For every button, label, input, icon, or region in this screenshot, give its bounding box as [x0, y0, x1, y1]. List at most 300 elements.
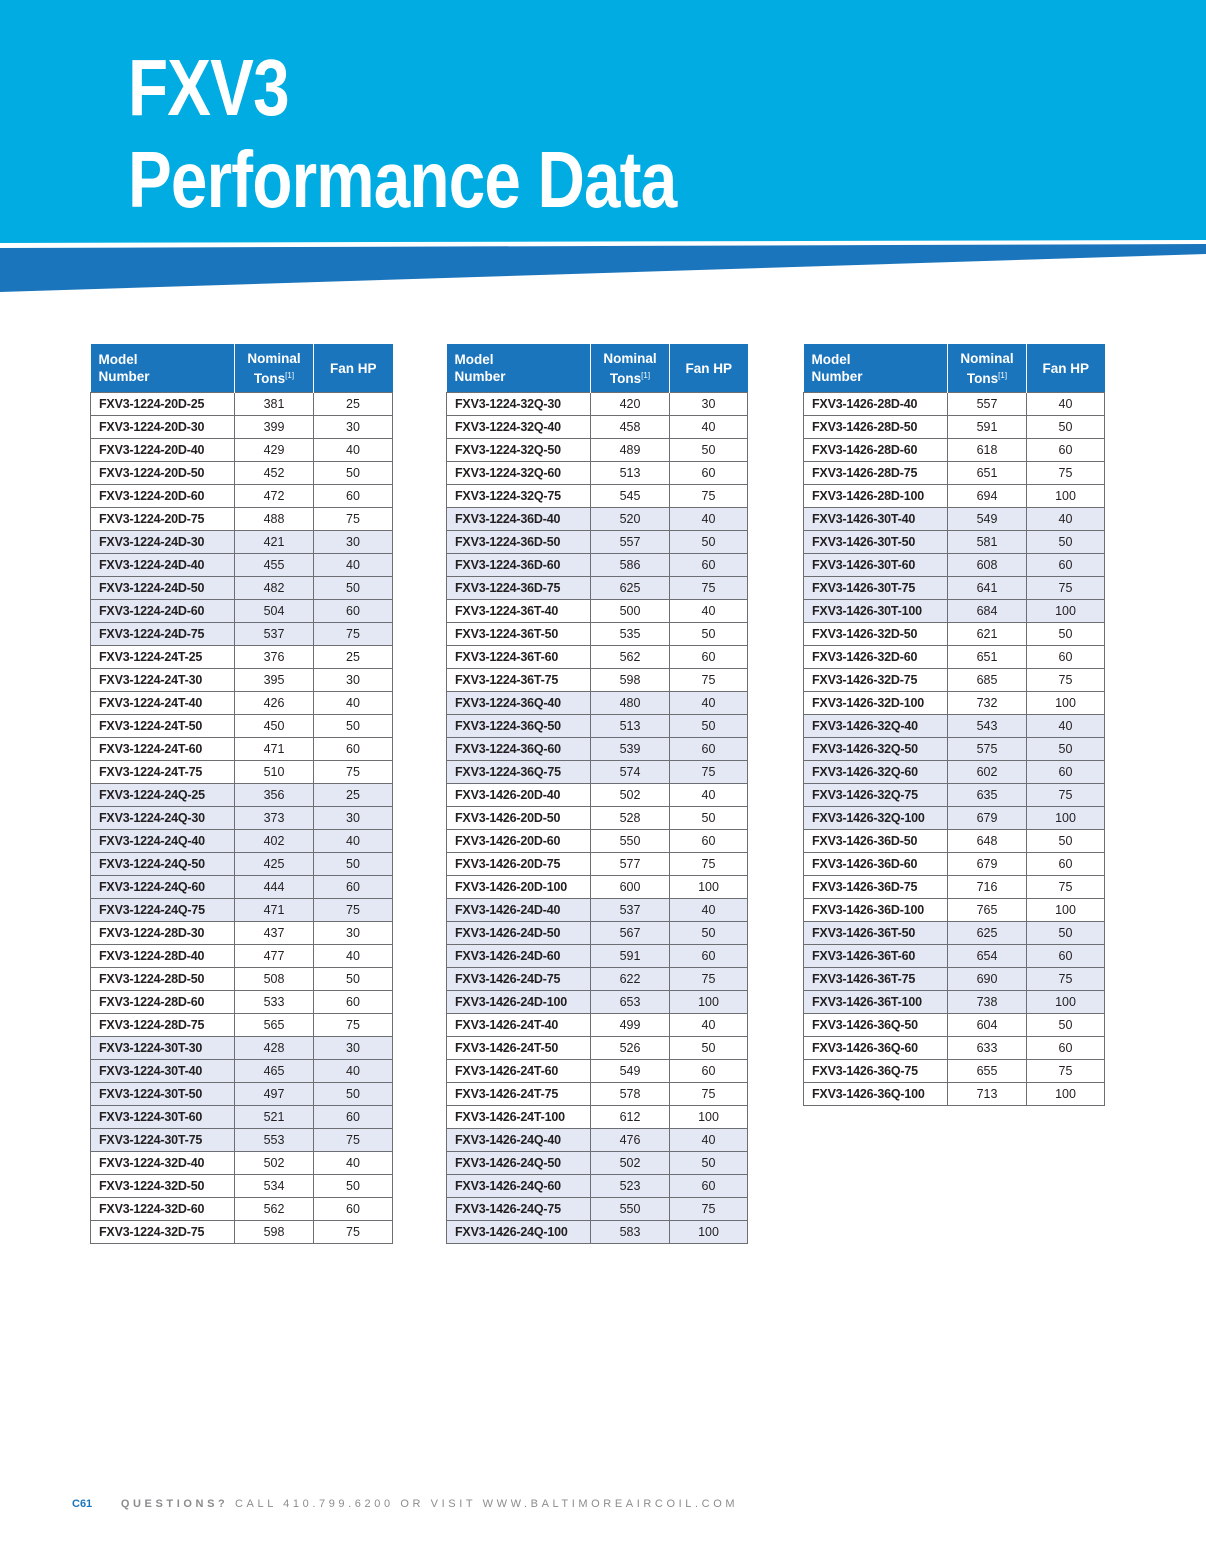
model-cell: FXV3-1224-32Q-40 [447, 416, 591, 439]
nominal-tons-cell: 578 [591, 1083, 670, 1106]
table-row [91, 807, 393, 830]
fan-hp-cell: 50 [1027, 531, 1105, 554]
table-row [804, 830, 1105, 853]
table-row [804, 1037, 1105, 1060]
table-row [91, 692, 393, 715]
table-row [447, 692, 748, 715]
nominal-tons-cell: 534 [235, 1175, 314, 1198]
fan-hp-cell: 60 [314, 600, 393, 623]
fan-hp-cell: 100 [1027, 692, 1105, 715]
model-cell: FXV3-1224-36Q-60 [447, 738, 591, 761]
model-cell: FXV3-1224-20D-75 [91, 508, 235, 531]
table-row [91, 554, 393, 577]
title-line-1: FXV3 [128, 43, 289, 132]
model-cell: FXV3-1426-30T-40 [804, 508, 948, 531]
nominal-tons-cell: 562 [235, 1198, 314, 1221]
nominal-tons-cell: 641 [948, 577, 1027, 600]
model-cell: FXV3-1426-32Q-60 [804, 761, 948, 784]
model-cell: FXV3-1224-30T-40 [91, 1060, 235, 1083]
model-cell: FXV3-1426-32Q-100 [804, 807, 948, 830]
nominal-tons-cell: 738 [948, 991, 1027, 1014]
table-row [804, 1014, 1105, 1037]
model-cell: FXV3-1224-24T-60 [91, 738, 235, 761]
fan-hp-cell: 75 [314, 508, 393, 531]
table-row [91, 646, 393, 669]
table-row [91, 1060, 393, 1083]
nominal-tons-cell: 452 [235, 462, 314, 485]
nominal-tons-cell: 618 [948, 439, 1027, 462]
fan-hp-cell: 60 [670, 462, 748, 485]
nominal-tons-cell: 654 [948, 945, 1027, 968]
model-cell: FXV3-1224-24D-30 [91, 531, 235, 554]
table-row [91, 853, 393, 876]
model-cell: FXV3-1224-24Q-75 [91, 899, 235, 922]
table-row [91, 1106, 393, 1129]
nominal-tons-cell: 465 [235, 1060, 314, 1083]
fan-hp-cell: 75 [670, 577, 748, 600]
nominal-tons-cell: 655 [948, 1060, 1027, 1083]
model-cell: FXV3-1224-20D-30 [91, 416, 235, 439]
table-row [447, 784, 748, 807]
nominal-tons-cell: 502 [591, 784, 670, 807]
table-row [804, 922, 1105, 945]
model-cell: FXV3-1426-30T-60 [804, 554, 948, 577]
nominal-tons-cell: 621 [948, 623, 1027, 646]
table-row [91, 899, 393, 922]
fan-hp-cell: 40 [670, 692, 748, 715]
table-header-row [804, 344, 1105, 393]
nominal-tons-cell: 684 [948, 600, 1027, 623]
table-row [804, 393, 1105, 416]
fan-hp-cell: 40 [1027, 393, 1105, 416]
nominal-tons-cell: 477 [235, 945, 314, 968]
nominal-tons-cell: 420 [591, 393, 670, 416]
model-cell: FXV3-1426-28D-75 [804, 462, 948, 485]
model-cell: FXV3-1426-36D-50 [804, 830, 948, 853]
nominal-tons-cell: 513 [591, 715, 670, 738]
model-cell: FXV3-1426-36D-60 [804, 853, 948, 876]
nominal-tons-cell: 502 [591, 1152, 670, 1175]
fan-hp-cell: 30 [314, 669, 393, 692]
fan-hp-cell: 40 [314, 439, 393, 462]
table-row [804, 1083, 1105, 1106]
fan-hp-cell: 75 [670, 1083, 748, 1106]
nominal-tons-cell: 635 [948, 784, 1027, 807]
nominal-tons-cell: 472 [235, 485, 314, 508]
model-cell: FXV3-1224-24D-50 [91, 577, 235, 600]
nominal-tons-cell: 586 [591, 554, 670, 577]
model-cell: FXV3-1224-32D-60 [91, 1198, 235, 1221]
table-row [804, 439, 1105, 462]
fan-hp-cell: 60 [314, 991, 393, 1014]
nominal-tons-cell: 521 [235, 1106, 314, 1129]
fan-hp-cell: 50 [670, 531, 748, 554]
model-cell: FXV3-1426-36T-50 [804, 922, 948, 945]
fan-hp-cell: 40 [314, 1060, 393, 1083]
model-cell: FXV3-1224-32Q-50 [447, 439, 591, 462]
table-row [804, 853, 1105, 876]
model-cell: FXV3-1224-32Q-60 [447, 462, 591, 485]
table-row [804, 623, 1105, 646]
table-row [804, 577, 1105, 600]
nominal-tons-cell: 574 [591, 761, 670, 784]
nominal-tons-cell: 520 [591, 508, 670, 531]
table-row [447, 1175, 748, 1198]
model-cell: FXV3-1224-30T-50 [91, 1083, 235, 1106]
table-row [447, 1014, 748, 1037]
fan-hp-cell: 50 [314, 968, 393, 991]
footer-contact: CALL 410.799.6200 OR VISIT WWW.BALTIMOREAIRCOIL.COM [235, 1498, 739, 1510]
fan-hp-cell: 100 [670, 1106, 748, 1129]
model-cell: FXV3-1426-36Q-100 [804, 1083, 948, 1106]
table-row [91, 761, 393, 784]
model-cell: FXV3-1426-28D-50 [804, 416, 948, 439]
table-row [91, 830, 393, 853]
fan-hp-cell: 100 [670, 1221, 748, 1244]
fan-hp-cell: 100 [1027, 899, 1105, 922]
nominal-tons-cell: 428 [235, 1037, 314, 1060]
nominal-tons-cell: 513 [591, 462, 670, 485]
fan-hp-cell: 60 [314, 1106, 393, 1129]
nominal-tons-cell: 437 [235, 922, 314, 945]
model-cell: FXV3-1224-20D-40 [91, 439, 235, 462]
model-cell: FXV3-1224-24D-75 [91, 623, 235, 646]
nominal-tons-cell: 565 [235, 1014, 314, 1037]
nominal-tons-cell: 444 [235, 876, 314, 899]
model-cell: FXV3-1224-24T-75 [91, 761, 235, 784]
model-cell: FXV3-1224-30T-60 [91, 1106, 235, 1129]
nominal-tons-cell: 653 [591, 991, 670, 1014]
fan-hp-cell: 50 [670, 623, 748, 646]
table-row [804, 738, 1105, 761]
performance-table-2 [446, 344, 748, 1244]
nominal-tons-cell: 581 [948, 531, 1027, 554]
fan-hp-cell: 40 [1027, 715, 1105, 738]
table-row [91, 600, 393, 623]
fan-hp-cell: 75 [1027, 968, 1105, 991]
nominal-tons-cell: 537 [235, 623, 314, 646]
nominal-tons-cell: 550 [591, 1198, 670, 1221]
model-cell: FXV3-1224-36D-40 [447, 508, 591, 531]
model-cell: FXV3-1224-32D-75 [91, 1221, 235, 1244]
nominal-tons-cell: 499 [591, 1014, 670, 1037]
nominal-tons-cell: 471 [235, 899, 314, 922]
table-row [804, 991, 1105, 1014]
table-row [91, 715, 393, 738]
nominal-tons-cell: 508 [235, 968, 314, 991]
model-cell: FXV3-1426-24Q-100 [447, 1221, 591, 1244]
model-cell: FXV3-1224-36Q-40 [447, 692, 591, 715]
nominal-tons-cell: 500 [591, 600, 670, 623]
nominal-tons-cell: 429 [235, 439, 314, 462]
model-cell: FXV3-1426-36Q-60 [804, 1037, 948, 1060]
model-cell: FXV3-1426-32D-75 [804, 669, 948, 692]
fan-hp-cell: 75 [670, 853, 748, 876]
nominal-tons-cell: 471 [235, 738, 314, 761]
fan-hp-cell: 50 [1027, 623, 1105, 646]
nominal-tons-cell: 421 [235, 531, 314, 554]
table-row [447, 830, 748, 853]
fan-hp-cell: 75 [314, 1129, 393, 1152]
table-row [91, 1083, 393, 1106]
model-cell: FXV3-1224-30T-75 [91, 1129, 235, 1152]
fan-hp-cell: 50 [670, 1152, 748, 1175]
nominal-tons-cell: 539 [591, 738, 670, 761]
fan-hp-cell: 60 [1027, 646, 1105, 669]
model-cell: FXV3-1426-20D-40 [447, 784, 591, 807]
model-cell: FXV3-1426-24D-100 [447, 991, 591, 1014]
table-row [447, 439, 748, 462]
fan-hp-cell: 75 [314, 623, 393, 646]
table-row [447, 899, 748, 922]
nominal-tons-cell: 497 [235, 1083, 314, 1106]
nominal-tons-cell: 502 [235, 1152, 314, 1175]
model-cell: FXV3-1426-24Q-75 [447, 1198, 591, 1221]
nominal-tons-cell: 533 [235, 991, 314, 1014]
model-cell: FXV3-1224-36D-60 [447, 554, 591, 577]
nominal-tons-cell: 480 [591, 692, 670, 715]
nominal-tons-cell: 604 [948, 1014, 1027, 1037]
column-header-nominal-tons: Nominal Tons[1] [235, 344, 314, 393]
model-cell: FXV3-1426-36D-100 [804, 899, 948, 922]
fan-hp-cell: 75 [1027, 577, 1105, 600]
model-cell: FXV3-1426-24T-50 [447, 1037, 591, 1060]
model-cell: FXV3-1224-36Q-50 [447, 715, 591, 738]
model-cell: FXV3-1224-32Q-30 [447, 393, 591, 416]
nominal-tons-cell: 537 [591, 899, 670, 922]
nominal-tons-cell: 526 [591, 1037, 670, 1060]
model-cell: FXV3-1426-32Q-75 [804, 784, 948, 807]
banner-swoosh [0, 244, 1206, 292]
model-cell: FXV3-1426-24T-40 [447, 1014, 591, 1037]
fan-hp-cell: 75 [1027, 876, 1105, 899]
nominal-tons-cell: 549 [948, 508, 1027, 531]
model-cell: FXV3-1224-28D-60 [91, 991, 235, 1014]
nominal-tons-cell: 528 [591, 807, 670, 830]
fan-hp-cell: 100 [1027, 1083, 1105, 1106]
fan-hp-cell: 25 [314, 784, 393, 807]
fan-hp-cell: 75 [314, 1221, 393, 1244]
fan-hp-cell: 60 [1027, 439, 1105, 462]
model-cell: FXV3-1224-24T-25 [91, 646, 235, 669]
table-row [447, 853, 748, 876]
model-cell: FXV3-1224-28D-30 [91, 922, 235, 945]
fan-hp-cell: 60 [670, 738, 748, 761]
table-row [804, 899, 1105, 922]
fan-hp-cell: 60 [314, 1198, 393, 1221]
nominal-tons-cell: 648 [948, 830, 1027, 853]
nominal-tons-cell: 510 [235, 761, 314, 784]
table-row [447, 646, 748, 669]
fan-hp-cell: 30 [314, 416, 393, 439]
fan-hp-cell: 50 [1027, 416, 1105, 439]
fan-hp-cell: 50 [314, 853, 393, 876]
table-row [91, 784, 393, 807]
fan-hp-cell: 75 [1027, 669, 1105, 692]
table-row [447, 715, 748, 738]
model-cell: FXV3-1224-36T-75 [447, 669, 591, 692]
fan-hp-cell: 60 [670, 945, 748, 968]
model-cell: FXV3-1224-28D-50 [91, 968, 235, 991]
model-cell: FXV3-1224-32D-50 [91, 1175, 235, 1198]
table-row [447, 876, 748, 899]
fan-hp-cell: 25 [314, 646, 393, 669]
table-row [804, 876, 1105, 899]
fan-hp-cell: 30 [314, 807, 393, 830]
table-row [447, 1198, 748, 1221]
model-cell: FXV3-1224-36T-40 [447, 600, 591, 623]
nominal-tons-cell: 545 [591, 485, 670, 508]
fan-hp-cell: 50 [314, 715, 393, 738]
nominal-tons-cell: 633 [948, 1037, 1027, 1060]
model-cell: FXV3-1426-24T-60 [447, 1060, 591, 1083]
fan-hp-cell: 50 [314, 1083, 393, 1106]
table-row [91, 945, 393, 968]
table-row [91, 991, 393, 1014]
table-row [91, 1198, 393, 1221]
fan-hp-cell: 40 [670, 416, 748, 439]
model-cell: FXV3-1426-20D-50 [447, 807, 591, 830]
nominal-tons-cell: 713 [948, 1083, 1027, 1106]
column-header-fan-hp: Fan HP [1027, 344, 1105, 393]
performance-table-3 [803, 344, 1105, 1106]
fan-hp-cell: 100 [1027, 485, 1105, 508]
model-cell: FXV3-1426-20D-60 [447, 830, 591, 853]
table-row [91, 1152, 393, 1175]
nominal-tons-cell: 425 [235, 853, 314, 876]
fan-hp-cell: 60 [314, 876, 393, 899]
table-row [447, 761, 748, 784]
table-row [447, 945, 748, 968]
nominal-tons-cell: 679 [948, 853, 1027, 876]
fan-hp-cell: 100 [1027, 600, 1105, 623]
nominal-tons-cell: 622 [591, 968, 670, 991]
table-header-row [447, 344, 748, 393]
nominal-tons-cell: 591 [948, 416, 1027, 439]
model-cell: FXV3-1426-32D-100 [804, 692, 948, 715]
nominal-tons-cell: 557 [948, 393, 1027, 416]
column-header-model: Model Number [447, 344, 591, 393]
nominal-tons-cell: 765 [948, 899, 1027, 922]
model-cell: FXV3-1224-24Q-50 [91, 853, 235, 876]
table-row [804, 416, 1105, 439]
nominal-tons-cell: 557 [591, 531, 670, 554]
nominal-tons-cell: 567 [591, 922, 670, 945]
model-cell: FXV3-1426-24D-40 [447, 899, 591, 922]
model-cell: FXV3-1224-24T-50 [91, 715, 235, 738]
fan-hp-cell: 30 [314, 531, 393, 554]
nominal-tons-cell: 395 [235, 669, 314, 692]
model-cell: FXV3-1224-24T-30 [91, 669, 235, 692]
table-row [804, 784, 1105, 807]
table-row [447, 1083, 748, 1106]
table-row [91, 439, 393, 462]
table-row [91, 1014, 393, 1037]
fan-hp-cell: 50 [670, 922, 748, 945]
table-row [804, 669, 1105, 692]
model-cell: FXV3-1426-24Q-50 [447, 1152, 591, 1175]
nominal-tons-cell: 600 [591, 876, 670, 899]
page-title [128, 42, 676, 226]
fan-hp-cell: 75 [1027, 1060, 1105, 1083]
table-row [804, 1060, 1105, 1083]
table-row [447, 968, 748, 991]
model-cell: FXV3-1224-24Q-60 [91, 876, 235, 899]
nominal-tons-cell: 583 [591, 1221, 670, 1244]
model-cell: FXV3-1426-32D-50 [804, 623, 948, 646]
fan-hp-cell: 50 [670, 439, 748, 462]
nominal-tons-cell: 690 [948, 968, 1027, 991]
fan-hp-cell: 60 [670, 554, 748, 577]
table-row [804, 692, 1105, 715]
table-row [447, 577, 748, 600]
footer [72, 1498, 738, 1510]
model-cell: FXV3-1224-28D-75 [91, 1014, 235, 1037]
fan-hp-cell: 50 [1027, 738, 1105, 761]
table-row [804, 485, 1105, 508]
table-row [91, 485, 393, 508]
fan-hp-cell: 60 [1027, 554, 1105, 577]
table-row [91, 1221, 393, 1244]
table-row [91, 669, 393, 692]
table-row [91, 738, 393, 761]
model-cell: FXV3-1224-36D-75 [447, 577, 591, 600]
table-row [91, 416, 393, 439]
table-row [91, 462, 393, 485]
performance-table-1 [90, 344, 393, 1244]
fan-hp-cell: 40 [314, 830, 393, 853]
table-row [447, 1152, 748, 1175]
table-row [804, 807, 1105, 830]
model-cell: FXV3-1224-24Q-25 [91, 784, 235, 807]
nominal-tons-cell: 608 [948, 554, 1027, 577]
model-cell: FXV3-1426-28D-100 [804, 485, 948, 508]
column-header-nominal-tons: Nominal Tons[1] [948, 344, 1027, 393]
model-cell: FXV3-1426-20D-100 [447, 876, 591, 899]
model-cell: FXV3-1224-20D-60 [91, 485, 235, 508]
table-row [91, 1129, 393, 1152]
fan-hp-cell: 60 [314, 485, 393, 508]
nominal-tons-cell: 549 [591, 1060, 670, 1083]
model-cell: FXV3-1426-24Q-60 [447, 1175, 591, 1198]
table-row [804, 531, 1105, 554]
table-row [804, 508, 1105, 531]
fan-hp-cell: 100 [1027, 807, 1105, 830]
model-cell: FXV3-1426-24T-100 [447, 1106, 591, 1129]
nominal-tons-cell: 732 [948, 692, 1027, 715]
table-row [447, 416, 748, 439]
table-row [804, 968, 1105, 991]
model-cell: FXV3-1224-36T-60 [447, 646, 591, 669]
nominal-tons-cell: 399 [235, 416, 314, 439]
fan-hp-cell: 75 [314, 1014, 393, 1037]
table-row [447, 600, 748, 623]
fan-hp-cell: 50 [670, 1037, 748, 1060]
model-cell: FXV3-1224-36D-50 [447, 531, 591, 554]
nominal-tons-cell: 625 [591, 577, 670, 600]
nominal-tons-cell: 356 [235, 784, 314, 807]
fan-hp-cell: 60 [1027, 1037, 1105, 1060]
fan-hp-cell: 40 [314, 1152, 393, 1175]
nominal-tons-cell: 575 [948, 738, 1027, 761]
column-header-fan-hp: Fan HP [670, 344, 748, 393]
fan-hp-cell: 75 [670, 968, 748, 991]
nominal-tons-cell: 612 [591, 1106, 670, 1129]
table-row [447, 531, 748, 554]
fan-hp-cell: 50 [314, 462, 393, 485]
title-line-2: Performance Data [128, 135, 677, 224]
fan-hp-cell: 50 [314, 577, 393, 600]
